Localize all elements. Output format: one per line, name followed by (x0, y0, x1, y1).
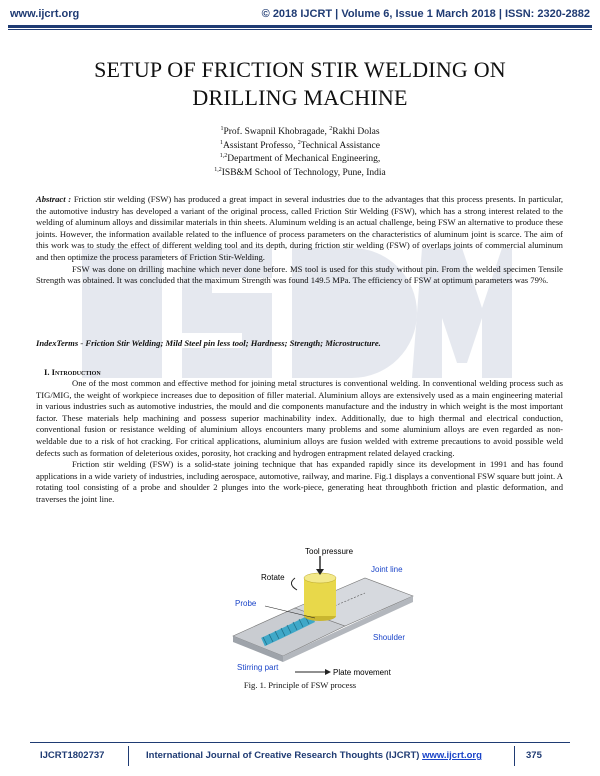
footer-page-number: 375 (526, 750, 542, 761)
plate-movement-arrowhead (325, 669, 331, 675)
role-1-marker: 1 (220, 139, 224, 146)
footer-paper-id: IJCRT1802737 (40, 750, 105, 761)
label-probe: Probe (235, 599, 257, 608)
label-tool-pressure: Tool pressure (305, 548, 354, 556)
author-1-marker: 1 (220, 125, 224, 132)
label-joint-line: Joint line (371, 565, 403, 574)
role-2: Technical Assistance (300, 140, 380, 151)
school-marker: 1,2 (214, 166, 222, 173)
title-line-1: SETUP OF FRICTION STIR WELDING ON (94, 57, 506, 82)
fsw-principle-figure (225, 548, 415, 678)
author-2-marker: 2 (329, 125, 333, 132)
dept-text: Department of Mechanical Engineering, (227, 154, 381, 164)
footer-separator-2 (514, 746, 515, 766)
header-rule-thin (8, 29, 592, 30)
intro-heading-number: I. I (44, 367, 55, 377)
header-rule (8, 25, 592, 28)
footer-rule (30, 742, 570, 743)
label-shoulder: Shoulder (373, 633, 406, 642)
author-block (100, 126, 500, 180)
label-rotate: Rotate (261, 573, 285, 582)
header-site-link[interactable]: www.ijcrt.org (10, 8, 80, 20)
dept-marker: 1,2 (219, 152, 228, 159)
header-journal-info: © 2018 IJCRT | Volume 6, Issue 1 March 2018 | ISSN: 2320-2882 (261, 8, 590, 20)
footer-journal-name: International Journal of Creative Research Thoughts (IJCRT) (146, 750, 423, 761)
school-text: ISB&M School of Technology, Pune, India (221, 167, 386, 178)
author-names (100, 126, 500, 140)
label-plate-movement: Plate movement (333, 668, 391, 677)
author-department (100, 153, 500, 167)
page-header (0, 0, 600, 32)
label-stirring-part: Stirring part (237, 663, 279, 672)
tool-cylinder (304, 578, 336, 616)
intro-paragraph-1: One of the most common and effective method for joining metal structures is conventional welding. In conventional welding process such as TIG/MIG, the weight of workpiece increases due to deposition of filler material. Aluminium alloys are extensively used as a main engineering material in various industries such as automotive industries, the mould and die components manufacture and the industry in which weight is the most important factor. These materials help machining and possess superior machinability index. Additionally, due to high thermal and electrical conduction, conventional fusion or resistance welding of aluminium alloys encounters many problems and some aluminium alloys are even regarded as non-weldable due to a risk of hot cracking. For critical applications, aluminium alloys are fusion welded with extreme precautions to avoid possible weld defects such as formation of deleterious oxides, porosity, hot cracking and hydrogen entrapment related delayed cracking. (36, 378, 563, 458)
role-1: Assistant Professo, (223, 140, 298, 151)
abstract-section (36, 194, 563, 287)
author-2-name: Rakhi Dolas (332, 127, 380, 137)
footer-site-link[interactable]: www.ijcrt.org (422, 750, 482, 761)
author-1-name: Prof. Swapnil Khobragade, (223, 127, 330, 137)
figure-caption: Fig. 1. Principle of FSW process (243, 680, 357, 690)
introduction-body (36, 378, 563, 506)
author-school (100, 167, 500, 181)
footer-separator-1 (128, 746, 129, 766)
rotate-arrow (291, 578, 297, 590)
page-footer (0, 742, 600, 776)
paper-title (40, 56, 560, 112)
index-terms: IndexTerms - Friction Stir Welding; Mild Steel pin less tool; Hardness; Strength; Microstructure. (36, 338, 381, 348)
title-line-2: DRILLING MACHINE (192, 85, 408, 110)
intro-paragraph-2: Friction stir welding (FSW) is a solid-state joining technique that has expanded rapidly since its development in 1991 and has found applications in a wide variety of industries, including aerospace, automotive, railway, and marine. Fig.1 displays a conventional FSW square butt joint. A rotating tool consisting of a probe and shoulder 2 plunges into the work-piece, generating heat throughboth friction and plastic deformation, and traverses the joint line. (36, 459, 563, 504)
intro-heading-text: ntroduction (55, 367, 101, 377)
abstract-paragraph-2: FSW was done on drilling machine which never done before. MS tool is used for this study without pin. From the welded specimen Tensile Strength was obtained. It was concluded that the maximum Strength was found 149.5 MPa. The efficiency of FSW at optimum parameters was 79%. (36, 263, 563, 286)
abstract-text-1: Friction stir welding (FSW) has produced a great impact in several industries due to the advantages that this process presents. In particular, the automotive industry has developed a variant of the original process, called Friction Stir Welding (FSW), which has a strong interest related to the welding of aluminum alloys and dissimilar materials in thin sheets. Aluminum welding is an actual challenge, being FSW an alternative to produce these joints. However, the information available related to the influence of process parameters on the characteristics of aluminum joint is scarce. The aim of this work was to study the effect of different welding tool and its depth, during friction stir welding (FSW) of overlaps joints of commercial aluminum and then optimize the process parameters of Friction Stir-Welding. (36, 194, 563, 262)
introduction-heading (44, 367, 101, 377)
role-2-marker: 2 (297, 139, 301, 146)
abstract-paragraph-1 (36, 194, 563, 264)
footer-journal (146, 750, 482, 761)
abstract-label: Abstract : (36, 194, 72, 204)
author-roles (100, 140, 500, 154)
